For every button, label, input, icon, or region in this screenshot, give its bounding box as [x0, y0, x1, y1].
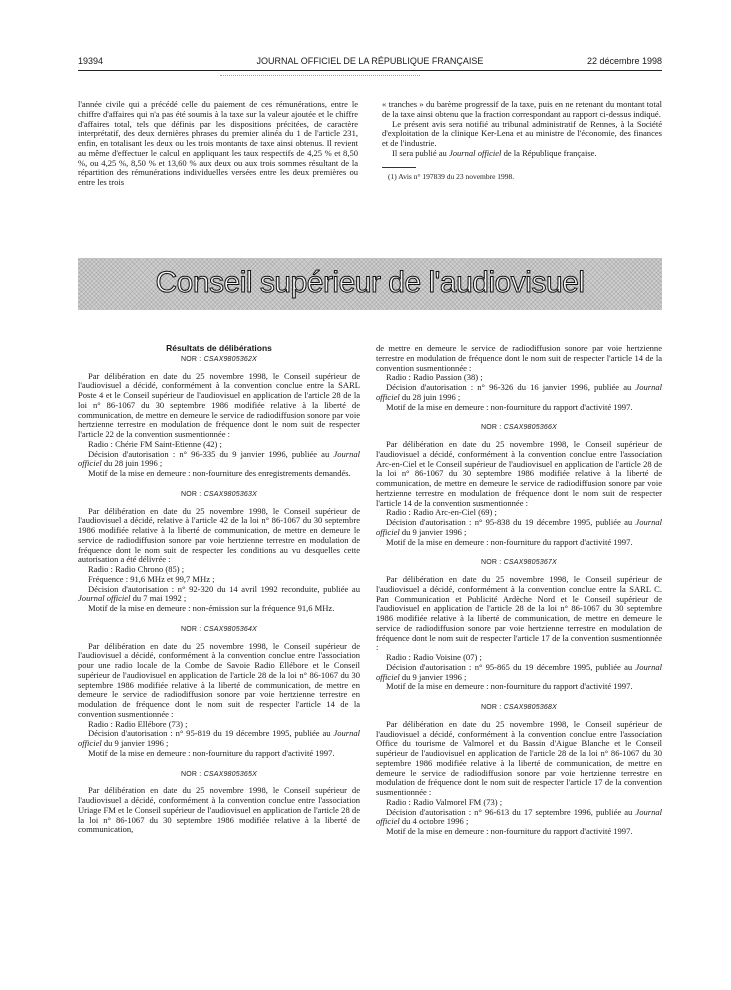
authorization-decision: Décision d'autorisation : n° 96-335 du 9 janvier 1996, publiée au Journal officiel du 28 juin 1996 ;	[78, 448, 360, 469]
nor-reference: NOR : CSAX9805364X	[181, 625, 257, 633]
nor-reference: NOR : CSAX9805365X	[181, 770, 257, 778]
results-title: Résultats de délibérations	[166, 343, 272, 353]
authorization-decision: Décision d'autorisation : n° 96-613 du 17 septembre 1996, publiée au Journal officiel du 4 octobre 1996 ;	[376, 806, 662, 827]
authorization-decision: Décision d'autorisation : n° 92-320 du 14 avril 1992 reconduite, publiée au Journal officiel du 7 mai 1992 ;	[78, 583, 360, 604]
notice-motive: Motif de la mise en demeure : non-fourniture du rapport d'activité 1997.	[386, 401, 633, 412]
footnote: (1) Avis n° 197839 du 23 novembre 1998.	[388, 171, 515, 181]
deliberation-body: Par délibération en date du 25 novembre 1998, le Conseil supérieur de l'audiovisuel a décidé, conformément à la convention conclue entre l'association Uriage FM et le Conseil supérieur de l'audiovisuel en application de l'article 28 de la loi n° 86-1067 du 30 septembre 1986 modifiée relative à la liberté de communication,	[78, 785, 360, 835]
right-column	[376, 344, 662, 837]
notice-motive: Motif de la mise en demeure : non-fourniture du rapport d'activité 1997.	[386, 681, 633, 692]
radio-name: Radio : Radio Voisine (07) ;	[386, 652, 482, 662]
top-left-column	[78, 100, 358, 188]
page-number: 19394	[78, 56, 104, 66]
issue-date: 22 décembre 1998	[586, 56, 662, 66]
radio-name: Radio : Radio Arc-en-Ciel (69) ;	[386, 507, 497, 518]
deliberation-body: Par délibération en date du 25 novembre 1998, le Conseil supérieur de l'audiovisuel a décidé, relative à l'article 42 de la loi n° 86-1067 du 30 septembre 1986 modifiée relative à la liberté de communication, de mettre en demeure le service de radiodiffusion sonore par voie hertzienne terrestre en modulation de fréquence dont le nom suit de respecter les conditions au vu desquelles cette autorisation a été délivrée :	[78, 505, 360, 565]
radio-name: Radio : Chérie FM Saint-Etienne (42) ;	[88, 438, 222, 449]
left-column	[78, 344, 360, 835]
radio-name: Radio : Radio Passion (38) ;	[386, 372, 483, 383]
footnote-rule	[382, 167, 416, 168]
authorization-decision: Décision d'autorisation : n° 95-819 du 19 décembre 1995, publiée au Journal officiel du 9 janvier 1996 ;	[78, 728, 360, 748]
authorization-decision: Décision d'autorisation : n° 95-865 du 19 décembre 1995, publiée au Journal officiel du 9 janvier 1996 ;	[376, 661, 662, 682]
deliberation-body: Par délibération en date du 25 novembre 1998, le Conseil supérieur de l'audiovisuel a décidé, conformément à la convention conclue entre la SARL Poste 4 et le Conseil supérieur de l'audiovisuel en application de l'article 28 de la loi n° 86-1067 du 30 septembre 1986 modifiée relative à la liberté de communication, de mettre en demeure le service de radiodiffusion sonore par voie hertzienne terrestre en modulation de fréquence dont le nom suit de respecter l'article 22 de la convention susmentionnée :	[78, 370, 360, 439]
notice-motive: Motif de la mise en demeure : non-émission sur la fréquence 91,6 MHz.	[88, 603, 335, 613]
top-right-column	[382, 100, 662, 181]
notification-paragraph: Le présent avis sera notifié au tribunal administratif de Rennes, à la Société d'exploitation de la clinique Ker-Lena et au ministre de l'économie, des finances et de l'industrie.	[382, 118, 662, 148]
notice-motive: Motif de la mise en demeure : non-fourniture du rapport d'activité 1997.	[386, 826, 633, 836]
radio-name: Radio : Radio Chrono (85) ;	[88, 564, 185, 574]
radio-name: Radio : Radio Valmorel FM (73) ;	[386, 796, 503, 807]
running-header	[78, 56, 662, 68]
section-title: Conseil supérieur de l'audiovisuel	[155, 266, 585, 299]
radio-name: Radio : Radio Ellébore (73) ;	[88, 718, 188, 729]
authorization-decision: Décision d'autorisation : n° 96-326 du 16 janvier 1996, publiée au Journal officiel du 28 juin 1996 ;	[376, 382, 662, 402]
notice-motive: Motif de la mise en demeure : non-fourniture du rapport d'activité 1997.	[386, 536, 633, 547]
authorization-decision: Décision d'autorisation : n° 95-838 du 19 décembre 1995, publiée au Journal officiel du 9 janvier 1996 ;	[376, 517, 662, 537]
nor-reference: NOR : CSAX9805367X	[481, 559, 557, 567]
deliberation-body: Par délibération en date du 25 novembre 1998, le Conseil supérieur de l'audiovisuel a décidé, conformément à la convention conclue entre l'association pour une radio locale de la Combe de Savoie Radio Ellébore et le Conseil supérieur de l'audiovisuel en application de l'article 28 de la loi n° 86-1067 du 30 septembre 1986 modifiée relative à la liberté de communication, de mettre en demeure le service de radiodiffusion sonore par voie hertzienne terrestre en modulation de fréquence dont le nom suit de respecter l'article 14 de la convention susmentionnée :	[78, 640, 360, 719]
continued-paragraph-right: « tranches » du barème progressif de la taxe, puis en ne retenant du montant total de la taxe ainsi obtenu que la fraction correspondant au rapport ci-dessus indiqué.	[382, 99, 662, 119]
section-banner	[78, 258, 662, 310]
notice-motive: Motif de la mise en demeure : non-fourniture du rapport d'activité 1997.	[88, 747, 335, 758]
header-dotted-rule	[220, 75, 420, 76]
nor-reference: NOR : CSAX9805366X	[481, 424, 557, 432]
frequency: Fréquence : 91,6 MHz et 99,7 MHz ;	[88, 573, 215, 584]
notice-motive: Motif de la mise en demeure : non-fourniture des enregistrements demandés.	[88, 468, 351, 478]
deliberation-body: Par délibération en date du 25 novembre 1998, le Conseil supérieur de l'audiovisuel a décidé, conformément à la convention conclue entre l'association Office du tourisme de Valmorel et du Bassin d'Aigue Blanche et le Conseil supérieur de l'audiovisuel en application de l'article 28 de la loi n° 86-1067 du 30 septembre 1986 modifiée relative à la liberté de communication, de mettre en demeure le service de radiodiffusion sonore par voie hertzienne terrestre en modulation de fréquence dont le nom suit de respecter l'article 17 de la convention susmentionnée :	[376, 718, 662, 797]
nor-reference: NOR : CSAX9805362X	[181, 355, 257, 363]
continued-paragraph: l'année civile qui a précédé celle du paiement de ces rémunérations, entre le chiffre d'affaires qui n'a pas été soumis à la taxe sur la valeur ajoutée et le chiffre d'affaires total, tels que définis par les dispositions précitées, de caractère interprétatif, des deux dernières phrases du premier alinéa du 1 de l'article 231, enfin, en totalisant les deux ou les trois montants de taxe ainsi obtenus. Il revient au même d'effectuer le calcul en appliquant les taux respectifs de 4,25 % et 8,50 %, ou 4,25 %, 8,50 % et 13,60 % aux deux ou aux trois sommes résultant de la répartition des rémunérations individuelles versées entre les deux premières ou entre les trois	[78, 99, 358, 187]
publication-paragraph: Il sera publié au Journal officiel de la République française.	[392, 147, 597, 158]
nor-reference: NOR : CSAX9805363X	[181, 490, 257, 498]
deliberation-body: Par délibération en date du 25 novembre 1998, le Conseil supérieur de l'audiovisuel a décidé, conformément à la convention conclue entre la SARL C. Pan Communication et Publicité Ardèche Nord et le Conseil supérieur de l'audiovisuel en application de l'article 28 de la loi n° 86-1067 du 30 septembre 1986 modifiée relative à la liberté de communication, de mettre en demeure le service de radiodiffusion sonore par voie hertzienne terrestre en modulation de fréquence dont le nom suit de respecter l'article 17 de la convention susmentionnée :	[376, 574, 662, 653]
header-rule	[78, 70, 662, 71]
nor-reference: NOR : CSAX9805368X	[481, 704, 557, 711]
deliberation-body: Par délibération en date du 25 novembre 1998, le Conseil supérieur de l'audiovisuel a décidé, conformément à la convention conclue entre l'association Arc-en-Ciel et le Conseil supérieur de l'audiovisuel en application de l'article 28 de la loi n° 86-1067 du 30 septembre 1986 modifiée relative à la liberté de communication, de mettre en demeure le service de radiodiffusion sonore par voie hertzienne terrestre en modulation de fréquence dont le nom suit de respecter l'article 14 de la convention susmentionnée :	[376, 439, 662, 508]
journal-title: JOURNAL OFFICIEL DE LA RÉPUBLIQUE FRANÇAISE	[256, 56, 484, 66]
continued-deliberation: de mettre en demeure le service de radiodiffusion sonore par voie hertzienne terrestre en modulation de fréquence dont le nom suit de respecter l'article 14 de la convention susmentionnée :	[376, 343, 662, 373]
